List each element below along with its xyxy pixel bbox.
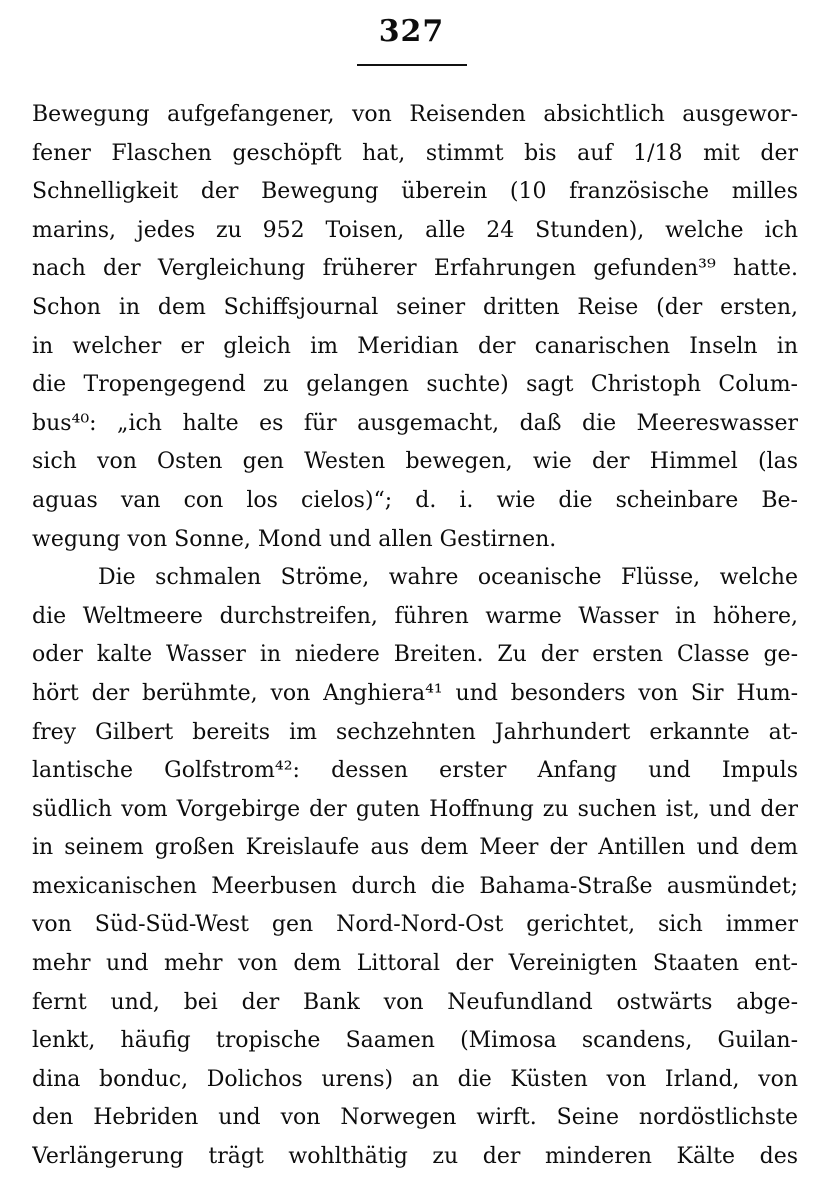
- text-line: frey Gilbert bereits im sechzehnten Jahrhundert erkannte at-: [32, 719, 798, 745]
- text-line: lenkt, häufig tropische Saamen (Mimosa scandens, Guilan-: [32, 1028, 798, 1054]
- text-line: nach der Vergleichung früherer Erfahrungen gefunden³⁹ hatte.: [32, 256, 798, 282]
- text-line: bus⁴⁰: „ich halte es für ausgemacht, daß die Meereswasser: [32, 410, 798, 436]
- text-line: dina bonduc, Dolichos urens) an die Küsten von Irland, von: [32, 1066, 798, 1092]
- paragraph-end-line: wegung von Sonne, Mond und allen Gestirnen.: [32, 526, 557, 552]
- header-rule: [357, 64, 467, 66]
- text-line: oder kalte Wasser in niedere Breiten. Zu der ersten Classe ge-: [32, 642, 798, 668]
- text-line: fernt und, bei der Bank von Neufundland ostwärts abge-: [32, 989, 798, 1015]
- text-line: mehr und mehr von dem Littoral der Vereinigten Staaten ent-: [32, 951, 798, 977]
- text-line: lantische Golfstrom⁴²: dessen erster Anfang und Impuls: [32, 758, 798, 784]
- text-line: Verlängerung trägt wohlthätig zu der minderen Kälte des: [32, 1144, 798, 1170]
- text-line: in welcher er gleich im Meridian der canarischen Inseln in: [32, 333, 798, 359]
- text-line: Bewegung aufgefangener, von Reisenden absichtlich ausgewor-: [32, 102, 798, 127]
- text-line: in seinem großen Kreislaufe aus dem Meer der Antillen und dem: [32, 835, 798, 861]
- text-line: fener Flaschen geschöpft hat, stimmt bis auf 1/18 mit der: [32, 140, 798, 166]
- text-line: aguas van con los cielos)“; d. i. wie die scheinbare Be-: [32, 487, 798, 513]
- text-line: südlich vom Vorgebirge der guten Hoffnung zu suchen ist, und der: [32, 796, 798, 822]
- text-line: Schnelligkeit der Bewegung überein (10 französische milles: [32, 179, 798, 205]
- text-line: hört der berühmte, von Anghiera⁴¹ und besonders von Sir Hum-: [32, 680, 798, 706]
- text-line: marins, jedes zu 952 Toisen, alle 24 Stunden), welche ich: [32, 217, 798, 243]
- text-line: Schon in dem Schiffsjournal seiner dritten Reise (der ersten,: [32, 294, 798, 320]
- text-line: die Weltmeere durchstreifen, führen warme Wasser in höhere,: [32, 603, 798, 629]
- text-line: den Hebriden und von Norwegen wirft. Seine nordöstlichste: [32, 1105, 798, 1131]
- body-text: [32, 96, 798, 1177]
- page-number: 327: [378, 14, 445, 49]
- text-line: von Süd-Süd-West gen Nord-Nord-Ost gerichtet, sich immer: [32, 912, 798, 938]
- text-line: die Tropengegend zu gelangen suchte) sagt Christoph Colum-: [32, 372, 798, 398]
- text-line: mexicanischen Meerbusen durch die Bahama-Straße ausmündet;: [32, 873, 798, 899]
- paragraph-start-line: Die schmalen Ströme, wahre oceanische Flüsse, welche: [98, 565, 798, 591]
- text-line: sich von Osten gen Westen bewegen, wie der Himmel (las: [32, 449, 798, 475]
